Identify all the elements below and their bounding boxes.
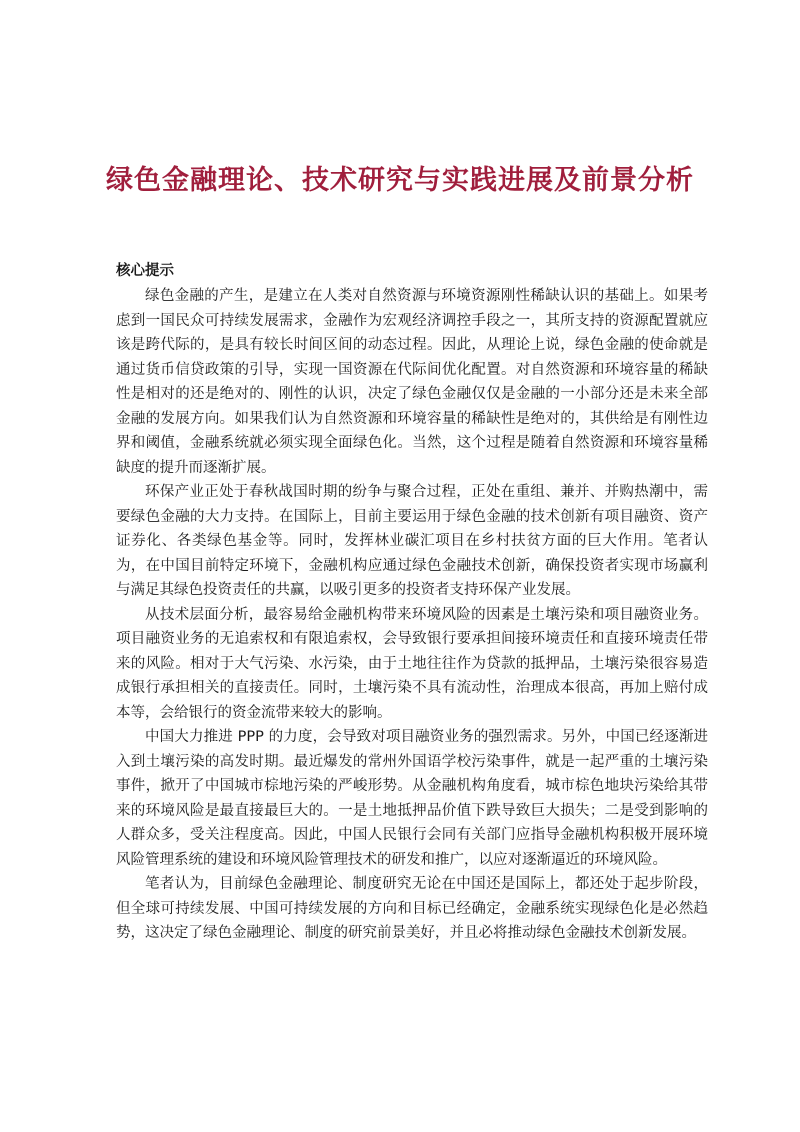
- paragraph-1: 绿色金融的产生，是建立在人类对自然资源与环境资源刚性稀缺认识的基础上。如果考虑到一国民众可持续发展需求，金融作为宏观经济调控手段之一，其所支持的资源配置就应该是跨代际的，是具有较长时间区间的动态过程。因此，从理论上说，绿色金融的使命就是通过货币信贷政策的引导，实现一国资源在代际间优化配置。对自然资源和环境容量的稀缺性是相对的还是绝对的、刚性的认识，决定了绿色金融仅仅是金融的一小部分还是未来全部金融的发展方向。如果我们认为自然资源和环境容量的稀缺性是绝对的，其供给是有刚性边界和阈值，金融系统就必须实现全面绿色化。当然，这个过程是随着自然资源和环境容量稀缺度的提升而逐渐扩展。: [116, 288, 708, 476]
- paragraph-5: 笔者认为，目前绿色金融理论、制度研究无论在中国还是国际上，都还处于起步阶段，但全球可持续发展、中国可持续发展的方向和目标已经确定，金融系统实现绿色化是必然趋势，这决定了绿色金融理论、制度的研究前景美好，并且必将推动绿色金融技术创新发展。: [116, 876, 708, 941]
- document-body: [116, 258, 708, 946]
- page-title: 绿色金融理论、技术研究与实践进展及前景分析: [106, 165, 694, 196]
- paragraph-4: 中国大力推进 PPP 的力度，会导致对项目融资业务的强烈需求。另外，中国已经逐渐进入到土壤污染的高发时期。最近爆发的常州外国语学校污染事件，就是一起严重的土壤污染事件，掀开了中国城市棕地污染的严峻形势。从金融机构角度看，城市棕色地块污染给其带来的环境风险是最直接最巨大的。一是土地抵押品价值下跌导致巨大损失；二是受到影响的人群众多，受关注程度高。因此，中国人民银行会同有关部门应指导金融机构积极开展环境风险管理系统的建设和环境风险管理技术的研发和推广，以应对逐渐逼近的环境风险。: [116, 729, 708, 868]
- paragraph-3: 从技术层面分析，最容易给金融机构带来环境风险的因素是土壤污染和项目融资业务。项目融资业务的无追索权和有限追索权，会导致银行要承担间接环境责任和直接环境责任带来的风险。相对于大气污染、水污染，由于土地往往作为贷款的抵押品，土壤污染很容易造成银行承担相关的直接责任。同时，土壤污染不具有流动性，治理成本很高，再加上赔付成本等，会给银行的资金流带来较大的影响。: [116, 606, 708, 721]
- section-heading: 核心提示: [116, 263, 174, 279]
- paragraph-2: 环保产业正处于春秋战国时期的纷争与聚合过程，正处在重组、兼并、并购热潮中，需要绿色金融的大力支持。在国际上，目前主要运用于绿色金融的技术创新有项目融资、资产证券化、各类绿色基金等。同时，发挥林业碳汇项目在乡村扶贫方面的巨大作用。笔者认为，在中国目前特定环境下，金融机构应通过绿色金融技术创新，确保投资者实现市场赢利与满足其绿色投资责任的共赢，以吸引更多的投资者支持环保产业发展。: [116, 484, 708, 598]
